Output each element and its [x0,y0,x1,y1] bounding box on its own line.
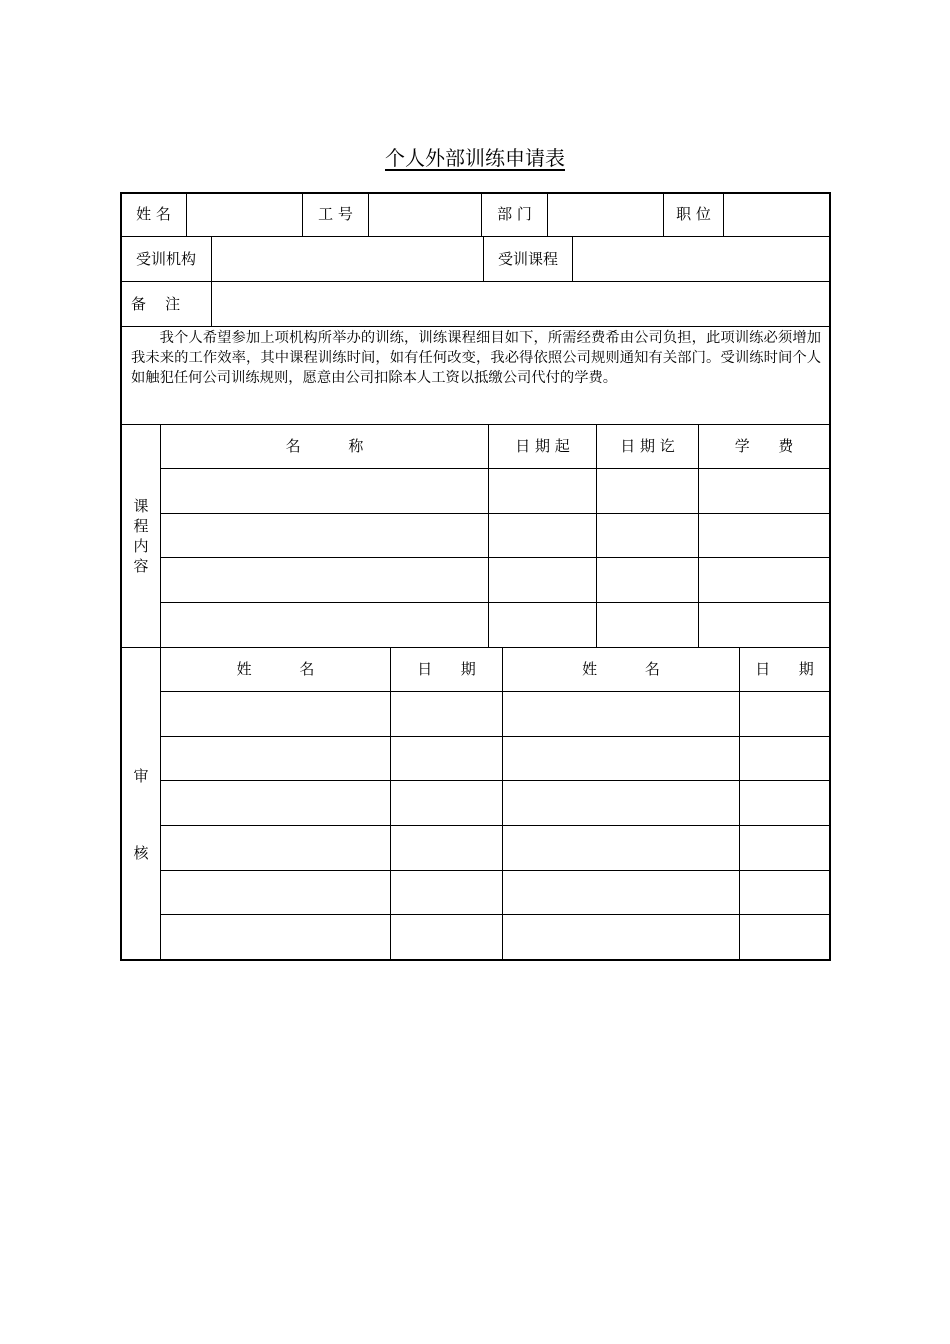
page-title: 个人外部训练申请表 [385,146,565,170]
name-label: 姓 名 [136,205,171,223]
label-char: 容 [133,557,149,575]
course-tuition-cell[interactable] [699,514,829,557]
department-field[interactable] [548,193,663,236]
employee-id-field[interactable] [369,193,481,236]
remarks-label: 备 注 [131,294,181,313]
course-end-cell[interactable] [597,514,698,557]
review-date-cell[interactable] [391,692,502,736]
statement-text: 我个人希望参加上项机构所举办的训练，训练课程细目如下，所需经费希由公司负担，此项训练必须增加我未来的工作效率，其中课程训练时间，如有任何改变，我必得依照公司规则通知有关部门。受训练时间个人如触犯任何公司训练规则，愿意由公司扣除本人工资以抵缴公司代付的学费。 [131,330,821,386]
reviewer-name-cell[interactable] [503,737,739,780]
review-date-cell[interactable] [740,737,829,780]
position-field[interactable] [724,193,829,236]
reviewer-name-cell[interactable] [161,915,390,959]
review-header-name-2: 姓 名 [582,660,660,678]
review-date-cell[interactable] [391,915,502,959]
review-header-date-2: 日 期 [755,660,814,678]
course-name-cell[interactable] [161,514,488,557]
department-label: 部 门 [497,205,532,223]
reviewer-name-cell[interactable] [161,781,390,825]
review-date-cell[interactable] [740,915,829,959]
review-date-cell[interactable] [391,781,502,825]
review-header-date: 日 期 [417,660,476,678]
label-char: 课 [133,497,149,515]
course-end-cell[interactable] [597,469,698,513]
course-header-start-date: 日 期 起 [515,437,570,455]
reviewer-name-cell[interactable] [503,915,739,959]
review-date-cell[interactable] [391,826,502,870]
review-date-cell[interactable] [740,692,829,736]
reviewer-name-cell[interactable] [503,692,739,736]
remarks-field[interactable] [212,282,829,326]
course-name-cell[interactable] [161,558,488,602]
review-header-name: 姓 名 [236,660,315,678]
review-date-cell[interactable] [391,871,502,914]
reviewer-name-cell[interactable] [503,871,739,914]
training-course-field[interactable] [573,237,829,281]
review-date-cell[interactable] [740,781,829,825]
employee-id-label: 工 号 [318,205,353,223]
course-tuition-cell[interactable] [699,469,829,513]
reviewer-name-cell[interactable] [161,737,390,780]
review-date-cell[interactable] [391,737,502,780]
review-label-char-1: 审 [133,767,149,785]
position-label: 职 位 [676,205,711,223]
label-char: 内 [133,537,149,555]
course-end-cell[interactable] [597,603,698,647]
divider [121,326,830,327]
course-name-cell[interactable] [161,603,488,647]
course-header-tuition: 学 费 [734,437,794,455]
review-label-char-2: 核 [133,844,149,862]
course-tuition-cell[interactable] [699,558,829,602]
course-name-cell[interactable] [161,469,488,513]
reviewer-name-cell[interactable] [161,826,390,870]
course-start-cell[interactable] [489,469,596,513]
course-header-end-date: 日 期 讫 [620,437,675,455]
training-institution-field[interactable] [212,237,483,281]
name-field[interactable] [187,193,302,236]
course-tuition-cell[interactable] [699,603,829,647]
course-end-cell[interactable] [597,558,698,602]
label-char: 程 [133,517,149,535]
review-date-cell[interactable] [740,871,829,914]
course-start-cell[interactable] [489,603,596,647]
course-start-cell[interactable] [489,514,596,557]
review-date-cell[interactable] [740,826,829,870]
course-header-name: 名 称 [285,437,364,455]
reviewer-name-cell[interactable] [503,826,739,870]
reviewer-name-cell[interactable] [503,781,739,825]
reviewer-name-cell[interactable] [161,871,390,914]
training-institution-label: 受训机构 [135,249,196,268]
course-start-cell[interactable] [489,558,596,602]
reviewer-name-cell[interactable] [161,692,390,736]
course-content-label [131,496,151,576]
training-course-label: 受训课程 [497,249,558,268]
